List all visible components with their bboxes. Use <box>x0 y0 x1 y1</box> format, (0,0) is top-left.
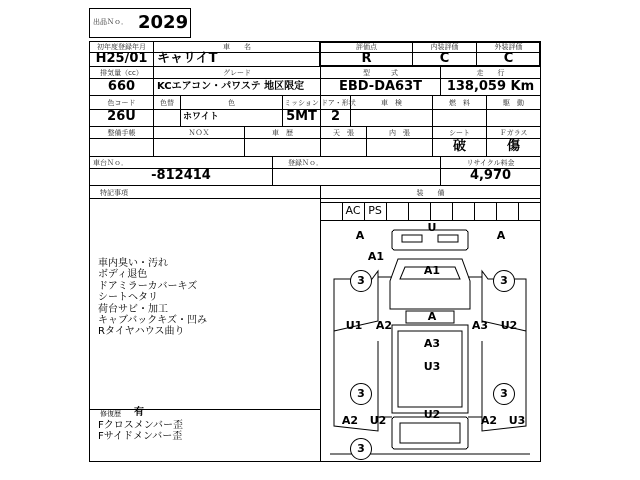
damage-left-door-a: A2 <box>375 319 393 332</box>
car-name: キャリイT <box>157 51 218 66</box>
model-label: 型 式 <box>363 69 398 77</box>
recolor-label: 色替 <box>160 99 174 107</box>
note-item: 車内臭い・汚れ <box>98 258 168 269</box>
recycle-label: リサイクル料金 <box>466 159 515 167</box>
transmission: 5MT <box>286 109 317 124</box>
right-rear-wheel: 3 <box>493 383 515 405</box>
damage-rear-left-u: U2 <box>369 414 387 427</box>
registration-label: 登録Ｎｏ． <box>288 159 323 167</box>
score-label: 評価点 <box>356 43 377 51</box>
damage-rear-right-a: A2 <box>480 414 498 427</box>
fglass-label: Ｆガラス <box>499 129 528 137</box>
damage-front-bumper: A1 <box>367 250 385 263</box>
damage-left-door-u: U1 <box>345 319 363 332</box>
displacement: 660 <box>107 79 136 94</box>
exterior-label: 外装評価 <box>494 43 523 51</box>
mileage-label: 走 行 <box>476 69 505 77</box>
repair-item: Fクロスメンバー歪 <box>98 420 184 431</box>
fuel-label: 燃 料 <box>449 99 470 107</box>
damage-right-door-u: U2 <box>500 319 518 332</box>
left-rear-wheel: 3 <box>350 383 372 405</box>
damage-front-right: A <box>496 229 506 242</box>
repair-history-label: 修復歴 <box>100 410 121 418</box>
ceiling-label: 天 張 <box>333 129 354 137</box>
manual-label: 整備手帳 <box>107 129 136 137</box>
color-code: 26U <box>107 109 136 124</box>
damage-right-door-a: A3 <box>471 319 489 332</box>
body-color: ホワイト <box>183 112 219 122</box>
seat-condition: 破 <box>452 139 466 154</box>
year-label: 初年度登録年月 <box>97 43 146 51</box>
damage-rear-left-a: A2 <box>341 414 359 427</box>
color-code-label: 色コード <box>107 99 136 107</box>
inspection-label: 車 検 <box>381 99 402 107</box>
name-label: 車 名 <box>223 43 251 51</box>
mileage: 138,059 Km <box>446 79 535 94</box>
lot-number: 2029 <box>138 12 189 33</box>
color-label: 色 <box>228 99 235 107</box>
fglass-condition: 傷 <box>506 139 520 154</box>
doors-label: ドア・形状 <box>321 99 356 107</box>
recycle-fee: 4,970 <box>469 168 512 183</box>
note-item: ボディ退色 <box>98 269 148 281</box>
repair-history-value: 有 <box>134 407 144 418</box>
repair-list <box>98 420 183 443</box>
damage-tailgate: U2 <box>423 408 441 421</box>
note-item: シートヘタリ <box>98 292 158 304</box>
overall-score: R <box>361 51 372 66</box>
damage-bed-front: A3 <box>423 337 441 350</box>
notes-label: 特記事項 <box>100 189 128 197</box>
cc-label: 排気量（cc） <box>100 69 143 77</box>
interior-label: 内装評価 <box>430 43 459 51</box>
model-code: EBD-DA63T <box>338 79 423 94</box>
damage-front-left: A <box>355 229 365 242</box>
repair-item: Fサイドメンバー歪 <box>98 431 183 443</box>
notes-list <box>98 258 207 338</box>
lot-label: 出品Ｎｏ． <box>93 18 128 26</box>
damage-bed-rear: U3 <box>423 360 441 373</box>
door-count: 2 <box>330 109 341 124</box>
damage-rear-right-u: U3 <box>508 414 526 427</box>
grade-label: グレード <box>223 69 251 77</box>
chassis-number: -812414 <box>151 168 211 183</box>
drive-label: 駆 動 <box>503 99 524 107</box>
lining-label: 内 張 <box>389 129 410 137</box>
note-item: Rタイヤハウス曲り <box>98 326 185 338</box>
note-item: キャブバックキズ・凹み <box>98 315 207 327</box>
left-front-wheel: 3 <box>350 270 372 292</box>
equipment-ac: AC <box>345 204 361 217</box>
nox-label: ＮＯＸ <box>188 129 210 137</box>
seat-label: シート <box>449 129 470 137</box>
spare-wheel: 3 <box>350 438 372 460</box>
right-front-wheel: 3 <box>493 270 515 292</box>
grade: KCエアコン・パワステ 地区限定 <box>157 81 305 92</box>
damage-hood: A1 <box>423 264 441 277</box>
damage-roof: A <box>427 310 437 323</box>
exterior-grade: C <box>503 51 514 66</box>
mission-label: ミッション <box>284 99 319 107</box>
note-item: 荷台サビ・加工 <box>98 303 168 315</box>
first-registration: H25/01 <box>95 51 148 66</box>
equipment-ps: PS <box>368 204 382 217</box>
note-item: ドアミラーカバーキズ <box>98 280 198 292</box>
history-label: 車 歴 <box>272 129 293 137</box>
chassis-label: 車台Ｎｏ． <box>93 159 128 167</box>
interior-grade: C <box>439 51 450 66</box>
damage-front-center: U <box>427 221 437 234</box>
equipment-label: 装 備 <box>416 189 445 197</box>
